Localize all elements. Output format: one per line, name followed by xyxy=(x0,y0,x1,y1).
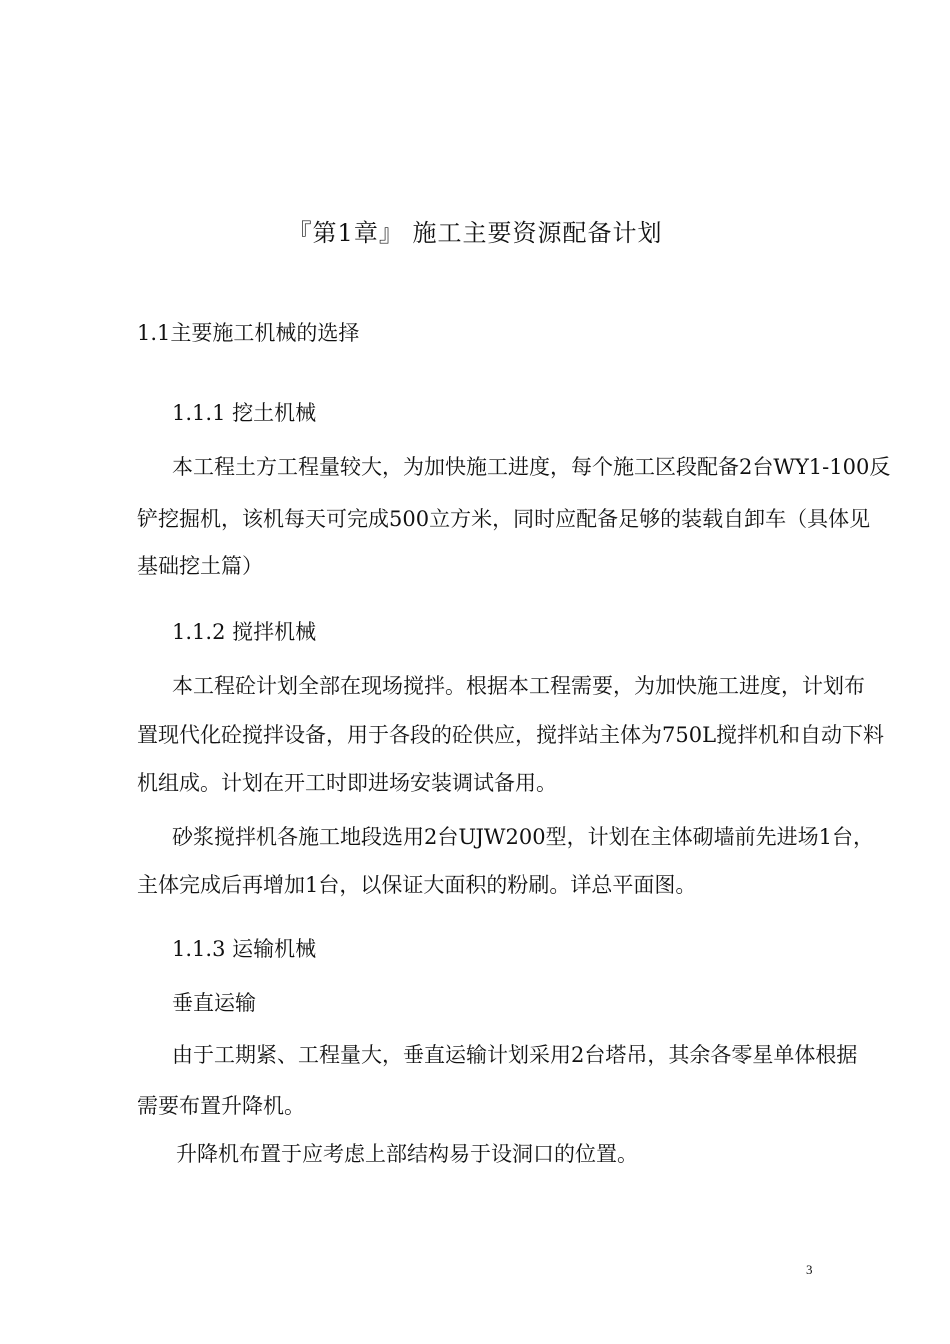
paragraph-line: 需要布置升降机。 xyxy=(137,1094,305,1118)
page-number: 3 xyxy=(806,1262,813,1277)
paragraph-line: 砂浆搅拌机各施工地段选用2台UJW200型，计划在主体砌墙前先进场1台， xyxy=(172,825,874,849)
subsection-heading-transport: 1.1.3 运输机械 xyxy=(172,937,317,961)
section-heading: 1.1主要施工机械的选择 xyxy=(137,321,360,345)
subsection-heading-excavation: 1.1.1 挖土机械 xyxy=(172,401,317,425)
paragraph-line: 本工程土方工程量较大，为加快施工进度，每个施工区段配备2台WY1-100反 xyxy=(172,455,891,479)
paragraph-line: 基础挖土篇） xyxy=(137,554,263,578)
sub-subheading-vertical-transport: 垂直运输 xyxy=(172,991,256,1015)
chapter-title: 『第1章』 施工主要资源配备计划 xyxy=(287,219,663,247)
paragraph-line: 铲挖掘机，该机每天可完成500立方米，同时应配备足够的装载自卸车（具体见 xyxy=(137,507,871,531)
paragraph-line: 升降机布置于应考虑上部结构易于设洞口的位置。 xyxy=(176,1142,638,1166)
paragraph-line: 本工程砼计划全部在现场搅拌。根据本工程需要，为加快施工进度，计划布 xyxy=(172,674,865,698)
subsection-heading-mixing: 1.1.2 搅拌机械 xyxy=(172,620,317,644)
paragraph-line: 置现代化砼搅拌设备，用于各段的砼供应，搅拌站主体为750L搅拌机和自动下料 xyxy=(137,723,885,747)
paragraph-line: 由于工期紧、工程量大，垂直运输计划采用2台塔吊，其余各零星单体根据 xyxy=(172,1043,858,1067)
paragraph-line: 主体完成后再增加1台，以保证大面积的粉刷。详总平面图。 xyxy=(137,873,697,897)
paragraph-line: 机组成。计划在开工时即进场安装调试备用。 xyxy=(137,771,557,795)
